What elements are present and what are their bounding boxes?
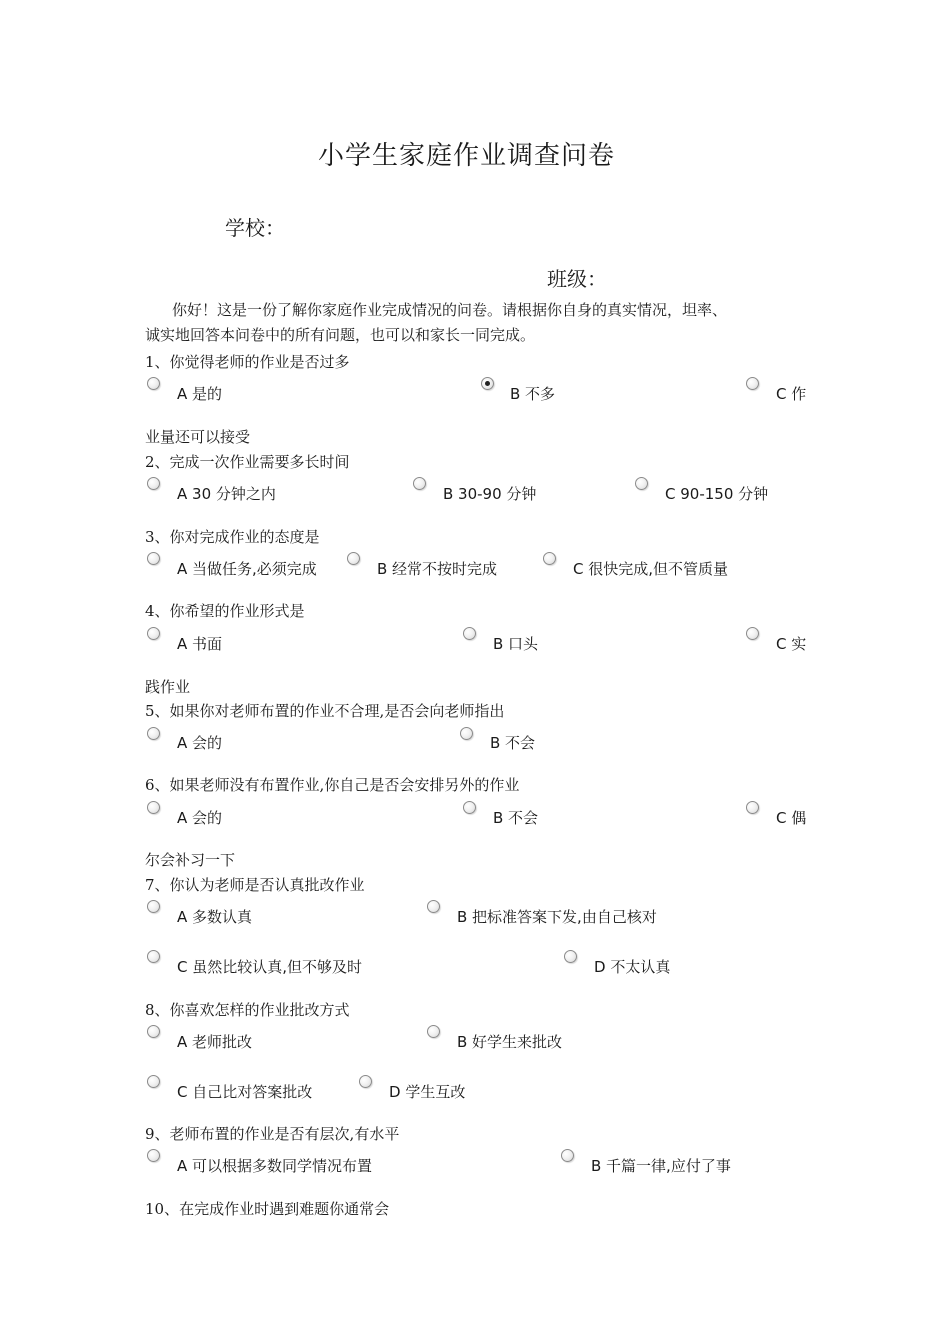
- q3-option-c-label: C 很快完成,但不管质量: [573, 560, 729, 578]
- q8-option-b-label: B 好学生来批改: [457, 1033, 563, 1051]
- question-6: 6、如果老师没有布置作业,你自己是否会安排另外的作业: [145, 776, 520, 794]
- q2-option-b-label: B 30-90 分钟: [443, 485, 537, 503]
- q8-option-b-radio[interactable]: [427, 1025, 440, 1038]
- q2-option-c-label: C 90-150 分钟: [665, 485, 769, 503]
- q3-option-a-radio[interactable]: [147, 552, 160, 565]
- q1-option-c-radio[interactable]: [746, 377, 759, 390]
- q9-option-b-label: B 千篇一律,应付了事: [591, 1157, 731, 1175]
- q9-option-a-radio[interactable]: [147, 1149, 160, 1162]
- q2-option-a-label: A 30 分钟之内: [177, 485, 276, 503]
- q6-option-b-radio[interactable]: [463, 801, 476, 814]
- q5-option-a-label: A 会的: [177, 734, 223, 752]
- class-field-label: 班级：: [547, 267, 607, 291]
- question-1: 1、你觉得老师的作业是否过多: [145, 353, 350, 371]
- q2-option-b-radio[interactable]: [413, 477, 426, 490]
- q5-option-b-radio[interactable]: [460, 727, 473, 740]
- q7-option-a-label: A 多数认真: [177, 908, 253, 926]
- q6-option-c-label: C 偶: [776, 809, 807, 827]
- q9-option-a-label: A 可以根据多数同学情况布置: [177, 1157, 373, 1175]
- question-7: 7、你认为老师是否认真批改作业: [145, 876, 365, 894]
- q4-option-c-label: C 实: [776, 635, 807, 653]
- q4-option-c-continuation: 践作业: [145, 678, 191, 696]
- q7-option-c-label: C 虽然比较认真,但不够及时: [177, 958, 363, 976]
- q1-option-a-label: A 是的: [177, 385, 223, 403]
- q1-option-c-continuation: 业量还可以接受: [145, 428, 251, 446]
- q3-option-c-radio[interactable]: [543, 552, 556, 565]
- intro-line-1: 你好！这是一份了解你家庭作业完成情况的问卷。请根据你自身的真实情况，坦率、: [172, 301, 728, 319]
- question-4: 4、你希望的作业形式是: [145, 602, 305, 620]
- q3-option-a-label: A 当做任务,必须完成: [177, 560, 317, 578]
- q8-option-d-radio[interactable]: [359, 1075, 372, 1088]
- q8-option-a-label: A 老师批改: [177, 1033, 253, 1051]
- q1-option-a-radio[interactable]: [147, 377, 160, 390]
- question-2: 2、完成一次作业需要多长时间: [145, 453, 350, 471]
- q6-option-a-label: A 会的: [177, 809, 223, 827]
- q6-option-b-label: B 不会: [493, 809, 539, 827]
- q5-option-a-radio[interactable]: [147, 727, 160, 740]
- q7-option-c-radio[interactable]: [147, 950, 160, 963]
- q3-option-b-label: B 经常不按时完成: [377, 560, 498, 578]
- q7-option-b-label: B 把标准答案下发,由自己核对: [457, 908, 657, 926]
- intro-line-2: 诚实地回答本问卷中的所有问题，也可以和家长一同完成。: [145, 326, 536, 344]
- question-5: 5、如果你对老师布置的作业不合理,是否会向老师指出: [145, 702, 505, 720]
- q4-option-b-label: B 口头: [493, 635, 539, 653]
- question-9: 9、老师布置的作业是否有层次,有水平: [145, 1125, 400, 1143]
- q8-option-d-label: D 学生互改: [389, 1083, 466, 1101]
- q7-option-a-radio[interactable]: [147, 900, 160, 913]
- q7-option-d-label: D 不太认真: [594, 958, 671, 976]
- q6-option-c-continuation: 尔会补习一下: [145, 851, 236, 869]
- question-10: 10、在完成作业时遇到难题你通常会: [145, 1200, 390, 1218]
- school-field-label: 学校：: [225, 216, 285, 240]
- q3-option-b-radio[interactable]: [347, 552, 360, 565]
- question-8: 8、你喜欢怎样的作业批改方式: [145, 1001, 350, 1019]
- q4-option-c-radio[interactable]: [746, 627, 759, 640]
- q2-option-c-radio[interactable]: [635, 477, 648, 490]
- q2-option-a-radio[interactable]: [147, 477, 160, 490]
- q4-option-b-radio[interactable]: [463, 627, 476, 640]
- q7-option-b-radio[interactable]: [427, 900, 440, 913]
- q5-option-b-label: B 不会: [490, 734, 536, 752]
- q6-option-c-radio[interactable]: [746, 801, 759, 814]
- page-title: 小学生家庭作业调查问卷: [318, 141, 616, 171]
- q8-option-c-radio[interactable]: [147, 1075, 160, 1088]
- q8-option-c-label: C 自己比对答案批改: [177, 1083, 313, 1101]
- question-3: 3、你对完成作业的态度是: [145, 528, 320, 546]
- q8-option-a-radio[interactable]: [147, 1025, 160, 1038]
- q1-option-b-radio[interactable]: [481, 377, 494, 390]
- q1-option-b-label: B 不多: [510, 385, 556, 403]
- q7-option-d-radio[interactable]: [564, 950, 577, 963]
- q4-option-a-radio[interactable]: [147, 627, 160, 640]
- q1-option-c-label: C 作: [776, 385, 807, 403]
- q4-option-a-label: A 书面: [177, 635, 223, 653]
- q6-option-a-radio[interactable]: [147, 801, 160, 814]
- q9-option-b-radio[interactable]: [561, 1149, 574, 1162]
